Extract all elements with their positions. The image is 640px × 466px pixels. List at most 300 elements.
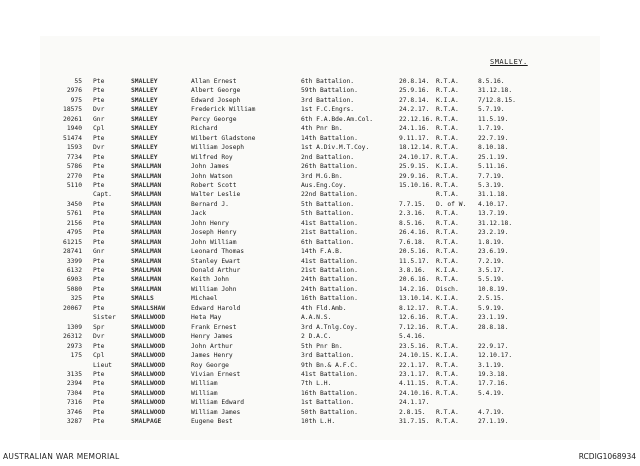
service-number: 6903 [66,276,82,284]
unit: 5th Pnr Bn. [301,342,343,350]
table-row [0,219,640,228]
given-names: William [191,389,218,397]
surname: SMALLEY [131,153,158,161]
service-number: 1940 [66,125,82,133]
surname: SMALLWOOD [131,323,166,331]
enlistment-date: 23.5.16. [399,342,430,350]
surname: SMALLMAN [131,238,162,246]
given-names: Donald Arthur [191,267,241,274]
table-row [0,172,640,181]
service-number: 18575 [63,106,82,114]
table-row [0,370,640,379]
unit: 41st Battalion. [301,257,358,265]
service-number: 4795 [66,229,82,237]
fate-date: 22.7.19. [478,134,509,142]
rank: Cpl [93,125,105,133]
unit: 50th Battalion. [301,408,358,416]
given-names: John Watson [191,172,233,180]
rank: Pte [93,285,105,293]
rank: Pte [93,78,105,85]
given-names: Eugene Best [191,418,233,426]
enlistment-date: 24.10.16. [399,389,434,397]
rank: Lieut [93,361,112,369]
fate: R.T.A. [436,257,459,265]
page-header: SMALLEY. [490,58,528,66]
surname: SMALLWOOD [131,314,166,322]
table-row [0,304,640,313]
enlistment-date: 20.8.14. [399,78,430,85]
fate: D. of W. [436,200,467,208]
service-number: 7316 [66,399,82,407]
fate-date: 25.1.19. [478,153,509,161]
given-names: Wilbert Gladstone [191,134,256,142]
fate-date: 5.11.16. [478,163,509,171]
service-number: 2976 [66,87,82,95]
table-row [0,361,640,370]
fate-date: 3.1.19. [478,361,505,369]
fate: R.T.A. [436,125,459,133]
unit: 41st Battalion. [301,219,358,227]
unit: 3rd A.Tnlg.Coy. [301,323,358,331]
enlistment-date: 7.7.15. [399,200,426,208]
enlistment-date: 12.6.16. [399,314,430,322]
given-names: Wilfred Roy [191,153,233,161]
fate-date: 1.7.19. [478,125,505,133]
fate-date: 1.8.19. [478,238,505,246]
rank: Gnr [93,248,105,256]
fate: R.T.A. [436,323,459,331]
fate: R.T.A. [436,342,459,350]
fate: R.T.A. [436,87,459,95]
service-number: 2770 [66,172,82,180]
fate-date: 23.6.19. [478,248,509,256]
rank: Pte [93,87,105,95]
table-row [0,257,640,266]
fate: R.T.A. [436,106,459,114]
surname: SMALLMAN [131,285,162,293]
table-row [0,285,640,294]
enlistment-date: 25.9.15. [399,163,430,171]
unit: 4th Pnr Bn. [301,125,343,133]
unit: 14th Battalion. [301,134,358,142]
rank: Pte [93,380,105,388]
enlistment-date: 24.1.17. [399,399,430,407]
service-number: 61215 [63,238,82,246]
fate-date: 3.5.17. [478,267,505,274]
rank: Pte [93,399,105,407]
surname: SMALLMAN [131,267,162,274]
fate: R.T.A. [436,389,459,397]
service-number: 1309 [66,323,82,331]
unit: 5th Battalion. [301,200,355,208]
table-row [0,398,640,407]
surname: SMALLSHAW [131,304,166,312]
rank: Pte [93,389,105,397]
fate-date: 10.8.19. [478,285,509,293]
service-number: 325 [70,295,82,303]
table-row [0,124,640,133]
enlistment-date: 11.5.17. [399,257,430,265]
given-names: Henry James [191,333,233,341]
given-names: William Edward [191,399,245,407]
surname: SMALLWOOD [131,380,166,388]
table-row [0,389,640,398]
service-number: 3746 [66,408,82,416]
unit: 59th Battalion. [301,87,358,95]
table-row [0,238,640,247]
fate-date: 13.7.19. [478,210,509,218]
enlistment-date: 20.6.16. [399,276,430,284]
service-number: 51474 [63,134,82,142]
service-number: 2156 [66,219,82,227]
service-number: 175 [70,352,82,360]
table-row [0,86,640,95]
table-row [0,228,640,237]
service-number: 3450 [66,200,82,208]
service-number: 1593 [66,144,82,152]
given-names: Robert Scott [191,181,237,189]
enlistment-date: 7.6.18. [399,238,426,246]
service-number: 3287 [66,418,82,426]
fate-date: 2.5.15. [478,295,505,303]
table-row [0,77,640,86]
rank: Pte [93,295,105,303]
fate: R.T.A. [436,191,459,199]
rank: Pte [93,276,105,284]
rank: Dvr [93,106,105,114]
enlistment-date: 22.1.17. [399,361,430,369]
surname: SMALLMAN [131,163,162,171]
unit: 1st Battalion. [301,399,355,407]
enlistment-date: 27.8.14. [399,96,430,104]
fate-date: 19.3.18. [478,370,509,378]
surname: SMALLS [131,295,154,303]
fate: R.T.A. [436,144,459,152]
enlistment-date: 20.5.16. [399,248,430,256]
surname: SMALLMAN [131,200,162,208]
fate-date: 31.12.18. [478,219,513,227]
surname: SMALLMAN [131,276,162,284]
surname: SMALLEY [131,144,158,152]
fate-date: 5.4.19. [478,389,505,397]
rank: Pte [93,229,105,237]
rank: Pte [93,96,105,104]
surname: SMALLEY [131,106,158,114]
enlistment-date: 26.4.16. [399,229,430,237]
surname: SMALLWOOD [131,361,166,369]
surname: SMALLMAN [131,219,162,227]
rank: Dvr [93,144,105,152]
table-row [0,209,640,218]
rank: Pte [93,370,105,378]
surname: SMALLMAN [131,229,162,237]
fate: R.T.A. [436,172,459,180]
unit: 7th L.H. [301,380,332,388]
given-names: Edward Harold [191,304,241,312]
table-row [0,105,640,114]
enlistment-date: 7.12.16. [399,323,430,331]
unit: 5th Battalion. [301,210,355,218]
fate-date: 4.10.17. [478,200,509,208]
surname: SMALLWOOD [131,389,166,397]
surname: SMALLWOOD [131,352,166,360]
service-number: 7304 [66,389,82,397]
table-row [0,351,640,360]
enlistment-date: 2.3.16. [399,210,426,218]
unit: 1st A.Div.M.T.Coy. [301,144,370,152]
enlistment-date: 8.5.16. [399,219,426,227]
surname: SMALLEY [131,96,158,104]
fate: R.T.A. [436,238,459,246]
unit: 26th Battalion. [301,163,358,171]
enlistment-date: 5.4.16. [399,333,426,341]
unit: 16th Battalion. [301,295,358,303]
table-row [0,181,640,190]
given-names: Jack [191,210,207,218]
service-number: 975 [70,96,82,104]
enlistment-date: 18.12.14. [399,144,434,152]
fate-date: 8.5.16. [478,78,505,85]
fate: R.T.A. [436,181,459,189]
given-names: William Joseph [191,144,245,152]
surname: SMALLMAN [131,257,162,265]
service-number: 5786 [66,163,82,171]
given-names: Stanley Ewart [191,257,241,265]
fate-date: 31.12.18. [478,87,513,95]
service-number: 20067 [63,304,82,312]
enlistment-date: 4.11.15. [399,380,430,388]
fate-date: 4.7.19. [478,408,505,416]
fate-date: 23.2.19. [478,229,509,237]
fate-date: 31.1.18. [478,191,509,199]
enlistment-date: 25.9.16. [399,87,430,95]
rank: Pte [93,134,105,142]
rank: Gnr [93,115,105,123]
unit: 2nd Battalion. [301,153,355,161]
unit: 6th F.A.Bde.Am.Col. [301,115,374,123]
service-number: 55 [74,78,82,85]
fate-date: 5.5.19. [478,276,505,284]
unit: Aus.Eng.Coy. [301,181,347,189]
service-number: 3399 [66,257,82,265]
surname: SMALLEY [131,78,158,85]
unit: 6th Battalion. [301,238,355,246]
given-names: Vivian Ernest [191,370,241,378]
fate: R.T.A. [436,304,459,312]
rank: Pte [93,304,105,312]
table-row [0,143,640,152]
table-row [0,134,640,143]
enlistment-date: 15.10.16. [399,181,434,189]
fate: R.T.A. [436,361,459,369]
unit: 21st Battalion. [301,229,358,237]
surname: SMALLWOOD [131,408,166,416]
rank: Pte [93,408,105,416]
given-names: Edward Joseph [191,96,241,104]
rank: Pte [93,418,105,426]
given-names: John Arthur [191,342,233,350]
rank: Pte [93,163,105,171]
fate: R.T.A. [436,219,459,227]
surname: SMALLWOOD [131,342,166,350]
service-number: 2973 [66,342,82,350]
rank: Capt. [93,191,112,199]
fate: Disch. [436,285,459,293]
unit: 24th Battalion. [301,285,358,293]
table-row [0,323,640,332]
rank: Pte [93,200,105,208]
table-row [0,417,640,426]
given-names: William [191,380,218,388]
fate: R.T.A. [436,229,459,237]
unit: 22nd Battalion. [301,191,358,199]
unit: 4th Fld.Amb. [301,304,347,312]
fate-date: 28.8.18. [478,323,509,331]
unit: 2 D.A.C. [301,333,332,341]
fate: R.T.A. [436,370,459,378]
fate: R.T.A. [436,153,459,161]
rank: Pte [93,172,105,180]
given-names: John William [191,238,237,246]
given-names: Richard [191,125,218,133]
fate-date: 17.7.16. [478,380,509,388]
fate-date: 8.10.18. [478,144,509,152]
surname: SMALLMAN [131,191,162,199]
given-names: John James [191,163,229,171]
fate-date: 5.3.19. [478,181,505,189]
table-row [0,96,640,105]
fate: R.T.A. [436,134,459,142]
fate-date: 7.2.19. [478,257,505,265]
table-row [0,332,640,341]
archive-name: AUSTRALIAN WAR MEMORIAL [3,452,120,461]
surname: SMALLWOOD [131,399,166,407]
enlistment-date: 13.10.14. [399,295,434,303]
enlistment-date: 2.8.15. [399,408,426,416]
surname: SMALLEY [131,134,158,142]
given-names: John Henry [191,219,229,227]
service-number: 5110 [66,181,82,189]
fate: K.I.A. [436,163,459,171]
table-row [0,190,640,199]
given-names: Joseph Henry [191,229,237,237]
fate-date: 11.5.19. [478,115,509,123]
enlistment-date: 24.1.16. [399,125,430,133]
rank: Cpl [93,352,105,360]
surname: SMALLWOOD [131,333,166,341]
table-row [0,313,640,322]
fate-date: 5.7.19. [478,106,505,114]
given-names: Frederick William [191,106,256,114]
enlistment-date: 24.10.17. [399,153,434,161]
surname: SMALLMAN [131,181,162,189]
table-row [0,408,640,417]
given-names: Bernard J. [191,200,229,208]
rank: Pte [93,238,105,246]
surname: SMALLMAN [131,210,162,218]
given-names: Heta May [191,314,222,322]
rank: Pte [93,210,105,218]
service-number: 5761 [66,210,82,218]
rank: Sister [93,314,116,322]
given-names: Percy George [191,115,237,123]
given-names: Roy George [191,361,229,369]
fate-date: 22.9.17. [478,342,509,350]
rank: Pte [93,267,105,274]
surname: SMALLEY [131,87,158,95]
fate: R.T.A. [436,115,459,123]
service-number: 7734 [66,153,82,161]
rank: Pte [93,181,105,189]
fate-date: 5.9.19. [478,304,505,312]
given-names: Allan Ernest [191,78,237,85]
unit: A.A.N.S. [301,314,332,322]
service-number: 28741 [63,248,82,256]
surname: SMALPAGE [131,418,162,426]
surname: SMALLWOOD [131,370,166,378]
unit: 10th L.H. [301,418,336,426]
unit: 6th Battalion. [301,78,355,85]
fate: R.T.A. [436,210,459,218]
table-row [0,294,640,303]
unit: 41st Battalion. [301,370,358,378]
enlistment-date: 9.11.17. [399,134,430,142]
fate: R.T.A. [436,314,459,322]
rank: Pte [93,153,105,161]
enlistment-date: 24.2.17. [399,106,430,114]
given-names: Walter Leslie [191,191,241,199]
service-number: 6132 [66,267,82,274]
table-row [0,247,640,256]
table-row [0,379,640,388]
enlistment-date: 8.12.17. [399,304,430,312]
service-number: 3135 [66,370,82,378]
fate: R.T.A. [436,380,459,388]
fate-date: 27.1.19. [478,418,509,426]
unit: 3rd M.G.Bn. [301,172,343,180]
table-row [0,115,640,124]
enlistment-date: 24.10.15. [399,352,434,360]
record-id: RCDIG1068934 [578,452,636,461]
given-names: Keith John [191,276,229,284]
fate: R.T.A. [436,248,459,256]
given-names: James Henry [191,352,233,360]
unit: 3rd Battalion. [301,352,355,360]
fate: R.T.A. [436,78,459,85]
fate-date: 7.7.19. [478,172,505,180]
surname: SMALLEY [131,115,158,123]
rank: Pte [93,257,105,265]
table-row [0,153,640,162]
rank: Pte [93,342,105,350]
table-row [0,275,640,284]
unit: 16th Battalion. [301,389,358,397]
service-number: 2394 [66,380,82,388]
fate-date: 23.1.19. [478,314,509,322]
fate: K.I.A. [436,267,459,274]
service-number: 26312 [63,333,82,341]
enlistment-date: 22.12.16. [399,115,434,123]
unit: 21st Battalion. [301,267,358,274]
fate-date: 12.10.17. [478,352,513,360]
service-number: 5080 [66,285,82,293]
table-row [0,342,640,351]
surname: SMALLMAN [131,172,162,180]
unit: 14th F.A.B. [301,248,343,256]
enlistment-date: 14.2.16. [399,285,430,293]
table-row [0,200,640,209]
fate: K.I.A. [436,295,459,303]
